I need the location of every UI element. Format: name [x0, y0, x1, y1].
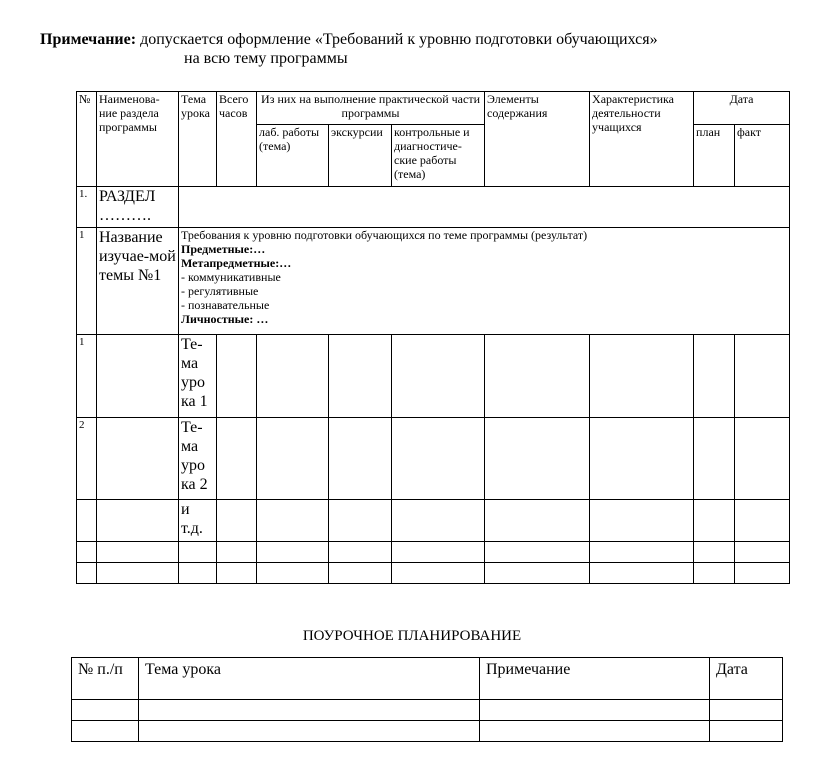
- header-practical: Из них на выполнение практической части программы: [257, 92, 485, 125]
- header-num: № п./п: [72, 658, 139, 700]
- section-row: [77, 187, 790, 228]
- table-row: [77, 542, 790, 563]
- lesson-planning-title: ПОУРОЧНОЕ ПЛАНИРОВАНИЕ: [302, 628, 522, 644]
- program-table: [76, 91, 790, 584]
- header-fact: факт: [735, 125, 790, 187]
- table-row: [77, 563, 790, 584]
- header-plan: план: [694, 125, 735, 187]
- header-topic: Тема урока: [139, 658, 480, 700]
- table-row: [77, 418, 790, 500]
- lesson-num: [77, 500, 97, 542]
- header-num: №: [77, 92, 97, 187]
- header-activity: Характеристика деятельности учащихся: [590, 92, 694, 187]
- lesson-planning-table: [71, 657, 783, 742]
- header-section-name: Наименова-ние раздела программы: [97, 92, 179, 187]
- lesson-topic: Те-ма уро ка 1: [179, 335, 217, 418]
- header-date: Дата: [694, 92, 790, 125]
- topic-row: [77, 228, 790, 335]
- note-text-line1: допускается оформление «Требований к уровню подготовки обучающихся»: [136, 31, 658, 48]
- section-label: РАЗДЕЛ ……….: [97, 187, 179, 228]
- header-content: Элементы содержания: [485, 92, 590, 187]
- header-note: Примечание: [480, 658, 710, 700]
- table-row: [72, 700, 783, 721]
- header-total-hours: Всего часов: [217, 92, 257, 187]
- note-paragraph: [40, 30, 658, 68]
- requirements-communicative: - коммуникативные: [181, 270, 281, 284]
- header-lab: лаб. работы (тема): [257, 125, 329, 187]
- section-num: 1.: [77, 187, 97, 228]
- lesson-topic: Те-ма уро ка 2: [179, 418, 217, 500]
- topic-label: Название изучае-мой темы №1: [97, 228, 179, 335]
- table-row: [77, 335, 790, 418]
- requirements-meta: Метапредметные:…: [181, 256, 292, 270]
- table-row: [72, 721, 783, 742]
- lesson-topic: и т.д.: [179, 500, 217, 542]
- topic-num: 1: [77, 228, 97, 335]
- note-text-line2: на всю тему программы: [184, 50, 348, 67]
- header-lesson-topic: Тема урока: [179, 92, 217, 187]
- requirements-subject: Предметные:…: [181, 242, 266, 256]
- header-excursions: экскурсии: [329, 125, 392, 187]
- lesson-num: 2: [77, 418, 97, 500]
- requirements-personal: Личностные: …: [181, 312, 269, 326]
- requirements-cognitive: - познавательные: [181, 298, 270, 312]
- header-control: контрольные и диагностиче-ские работы (тема): [392, 125, 485, 187]
- table-row: [77, 500, 790, 542]
- requirements-title: Требования к уровню подготовки обучающихся по теме программы (результат): [181, 228, 588, 242]
- lesson-num: 1: [77, 335, 97, 418]
- topic-requirements: [179, 228, 790, 335]
- section-fill: [179, 187, 790, 228]
- note-label: Примечание:: [40, 31, 137, 48]
- header-date: Дата: [710, 658, 783, 700]
- requirements-regulative: - регулятивные: [181, 284, 259, 298]
